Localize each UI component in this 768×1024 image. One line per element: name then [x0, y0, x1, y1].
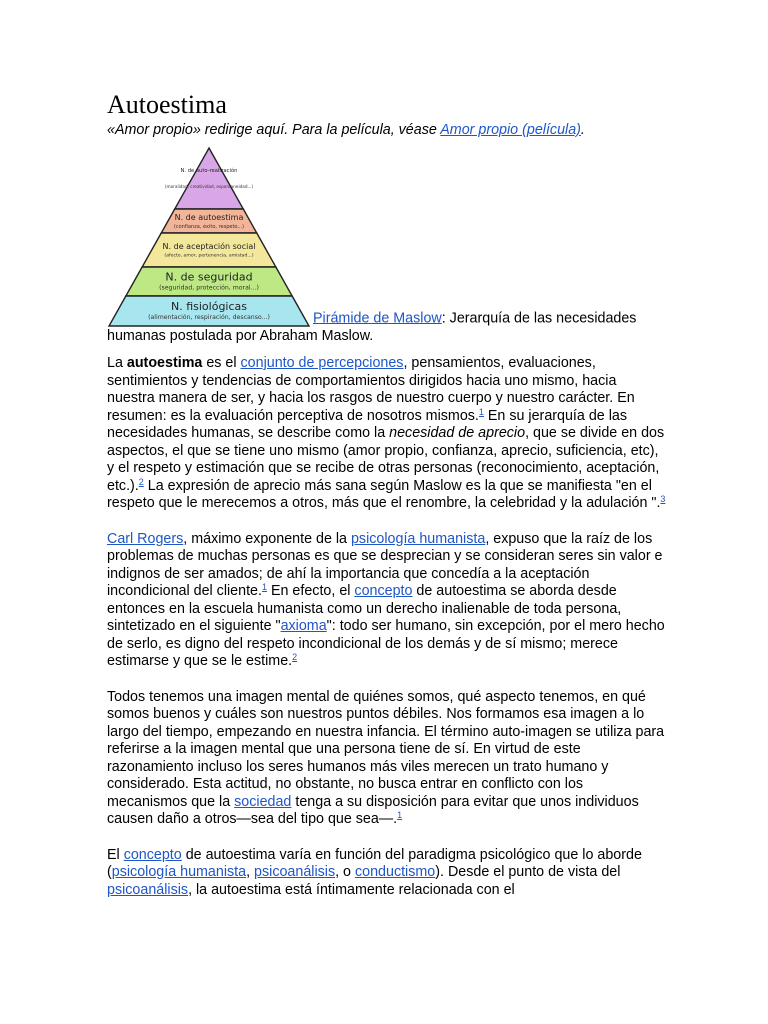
text: tenga a su disposición para evitar que unos individuos causen daño a otros—sea del tipo que sea—. — [107, 793, 639, 827]
text: , o — [335, 864, 355, 880]
text: , máximo exponente de la — [183, 530, 351, 547]
text: Todos tenemos una imagen mental de quiénes somos, qué aspecto tenemos, en qué somos buenos y cuáles son nuestros puntos débiles. Nos formamos esa imagen a lo largo del tiempo, empezando en nuestra infancia. El término auto-imagen se utiliza para referirse a la imagen mental que una persona tiene de sí. En virtud de este razonamiento incluso los seres humanos más viles merecen un trato humano y considerado. Esta actitud, no obstante, no busca entrar en conflicto con los mecanismos que la — [107, 688, 665, 810]
emphasis: necesidad de aprecio — [389, 425, 526, 441]
pyramid-level-label: N. de auto-realización — [180, 167, 238, 174]
pyramid-level — [175, 148, 244, 209]
link-sociedad[interactable]: sociedad — [234, 793, 292, 810]
text: de autoestima se aborda desde entonces en la escuela humanista como un derecho inalienable de toda persona, sintetizado en el siguiente " — [107, 583, 622, 634]
paragraph-2 — [107, 531, 667, 671]
paragraph-4 — [107, 847, 667, 900]
ref-link[interactable]: 3 — [660, 494, 666, 504]
maslow-pyramid-svg — [107, 146, 312, 328]
page-title: Autoestima — [107, 90, 227, 119]
text: , pensamientos, evaluaciones, sentimientos y tendencias de comportamientos dirigidos hacia uno mismo, hacia nuestra manera de ser, y hacia los rasgos de nuestro cuerpo y nuestro carácter. En resumen: es la evaluación perceptiva de nosotros mismos. — [107, 355, 635, 424]
link-psicoanalisis[interactable]: psicoanálisis — [107, 881, 189, 898]
pyramid-caption-text: : Jerarquía de las necesidades humanas postulada por Abraham Maslow. — [107, 310, 637, 344]
text: La expresión de aprecio más sana según Maslow es la que se manifiesta "en el respeto que le merecemos a otros, más que el renombre, la celebridad y la adulación ". — [107, 477, 661, 511]
ref-link[interactable]: 2 — [292, 652, 298, 662]
text: , expuso que la raíz de los problemas de muchas personas es que se desprecian y se consideran seres sin valor e indignos de ser amados; de ahí la importancia que concedía a la aceptación incondicional del cliente. — [107, 530, 663, 599]
text: es el — [202, 355, 241, 371]
ref-link[interactable]: 1 — [397, 810, 403, 820]
text: ": todo ser humano, sin excepción, por el mero hecho de serlo, es digno del respeto incondicional de los demás y de sí mismo; merece estimarse y que se le estime. — [107, 618, 665, 669]
pyramid-level-sublabel: (seguridad, protección, moral...) — [159, 284, 259, 292]
term-autoestima: autoestima — [126, 355, 203, 371]
text: En su jerarquía de las necesidades humanas, se describe como la — [107, 407, 627, 441]
text: , — [246, 864, 255, 880]
text: La — [107, 355, 127, 371]
hatnote-end: . — [580, 122, 585, 138]
link-psicologia-humanista[interactable]: psicología humanista — [111, 864, 247, 880]
paragraph-1 — [107, 355, 667, 513]
article — [107, 88, 667, 917]
link-concepto[interactable]: concepto — [123, 846, 182, 863]
paragraph-3 — [107, 689, 667, 829]
link-concepto[interactable]: concepto — [354, 583, 413, 599]
link-psicoanalisis[interactable]: psicoanálisis — [254, 864, 336, 880]
pyramid-level-label: N. de aceptación social — [162, 241, 256, 251]
link-axioma[interactable]: axioma — [280, 618, 327, 634]
ref-link[interactable]: 1 — [478, 406, 484, 417]
link-psicologia-humanista[interactable]: psicología humanista — [350, 530, 486, 547]
hatnote-text: «Amor propio» redirige aquí. Para la película, véase — [107, 122, 441, 138]
maslow-pyramid-image — [107, 146, 312, 328]
text: , la autoestima está íntimamente relacionada con el — [188, 881, 515, 898]
pyramid-level-label: N. de seguridad — [165, 270, 253, 283]
link-carl-rogers[interactable]: Carl Rogers — [107, 530, 184, 547]
pyramid-level-label: N. de autoestima — [174, 212, 244, 222]
figure-row — [107, 146, 667, 346]
pyramid-level-sublabel: (moralidad, creatividad, espontaneidad...) — [164, 183, 254, 189]
ref-link[interactable]: 2 — [138, 476, 144, 487]
pyramid-level-label: N. fisiológicas — [170, 299, 248, 313]
link-conjunto-percepciones[interactable]: conjunto de percepciones — [240, 355, 404, 371]
pyramid-level-sublabel: (alimentación, respiración, descanso...) — [148, 313, 270, 321]
text: ). Desde el punto de vista del — [435, 864, 621, 880]
text: En efecto, el — [267, 583, 355, 599]
link-conductismo[interactable]: conductismo — [354, 864, 436, 880]
text: El — [107, 846, 124, 863]
pyramid-level-sublabel: (confianza, éxito, respeto...) — [173, 223, 245, 230]
pyramid-level-sublabel: (afecto, amor, pertenencia, amistad...) — [164, 253, 254, 259]
hatnote — [107, 122, 667, 140]
text: de autoestima varía en función del paradigma psicológico que lo aborde ( — [107, 846, 642, 880]
text: , que se divide en dos aspectos, el que se tiene uno mismo (amor propio, confianza, aprecio, suficiencia, etc), y el respeto y estimación que se recibe de otras personas (reconocimiento, aceptación, etc.). — [107, 425, 665, 494]
hatnote-link[interactable]: Amor propio (película) — [440, 122, 581, 138]
ref-link[interactable]: 1 — [261, 582, 267, 592]
pyramid-caption-link[interactable]: Pirámide de Maslow — [313, 310, 442, 326]
